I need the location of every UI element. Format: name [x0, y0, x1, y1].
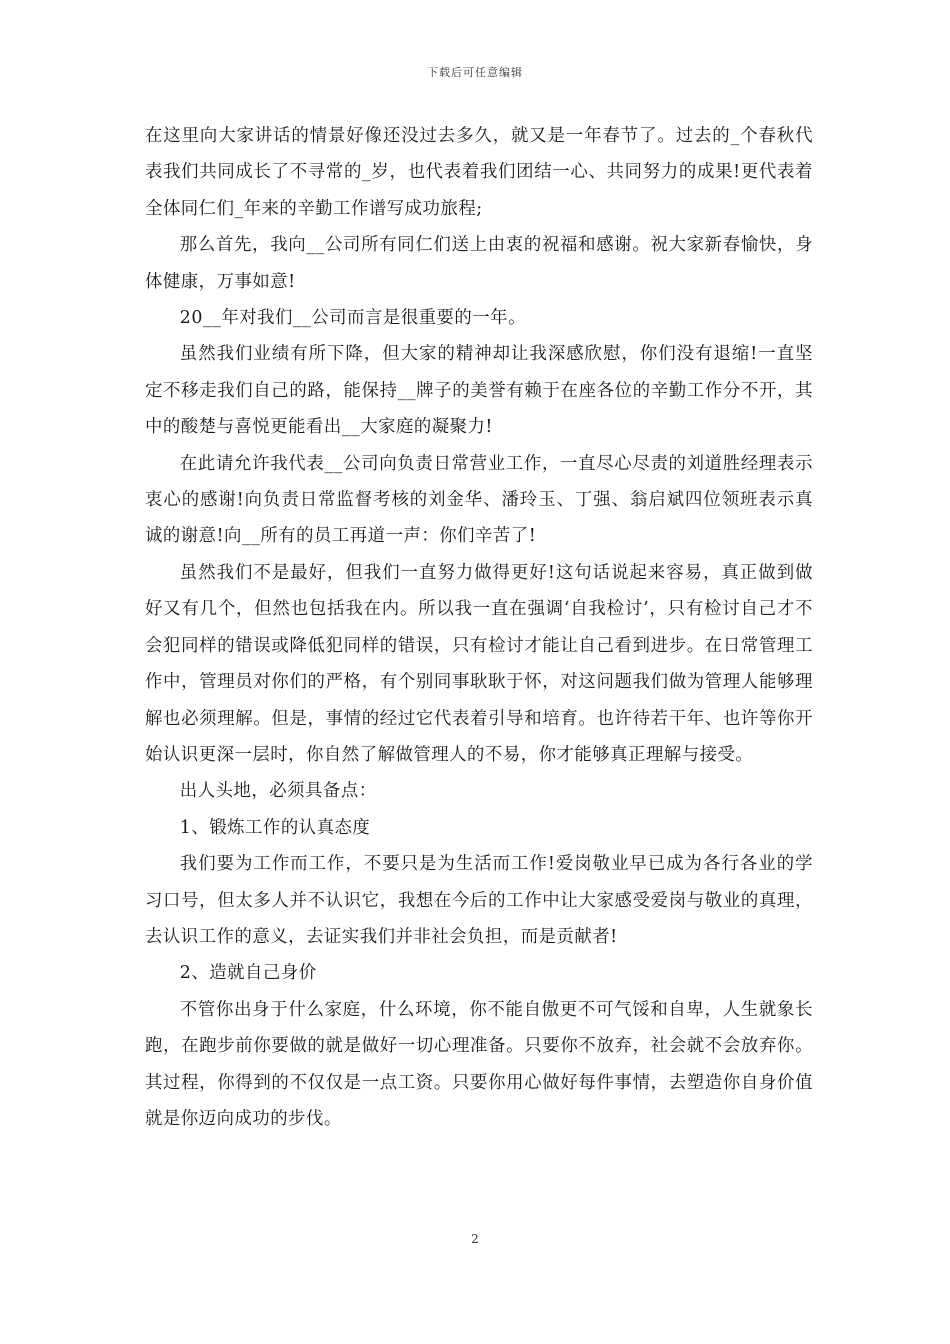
paragraph: 在此请允许我代表__公司向负责日常营业工作，一直尽心尽责的刘道胜经理表示衷心的感谢!向负责日常监督考核的刘金华、潘玲玉、丁强、翁启斌四位领班表示真诚的谢意!向__所有的员工再道一声：你们辛苦了!	[145, 453, 813, 547]
paragraph: 那么首先，我向__公司所有同仁们送上由衷的祝福和感谢。祝大家新春愉快，身体健康，万事如意!	[145, 235, 813, 292]
paragraph: 虽然我们业绩有所下降，但大家的精神却让我深感欣慰，你们没有退缩!一直坚定不移走我们自己的路，能保持__牌子的美誉有赖于在座各位的辛勤工作分不开，其中的酸楚与喜悦更能看出__大家庭的凝聚力!	[145, 344, 813, 438]
page-number: 2	[471, 1232, 479, 1246]
section-heading: 2、造就自己身价	[179, 963, 317, 984]
paragraph: 不管你出身于什么家庭，什么环境，你不能自傲更不可气馁和自卑，人生就象长跑，在跑步前你要做的就是做好一切心理准备。只要你不放弃，社会就不会放弃你。其过程，你得到的不仅仅是一点工资。只要你用心做好每件事情，去塑造你自身价值就是你迈向成功的步伐。	[145, 999, 813, 1129]
page-header: 下载后可任意编辑	[427, 66, 523, 79]
paragraph: 虽然我们不是最好，但我们一直努力做得更好!这句话说起来容易，真正做到做好又有几个，但然也包括我在内。所以我一直在强调‘自我检讨’，只有检讨自己才不会犯同样的错误或降低犯同样的错误，只有检讨才能让自己看到进步。在日常管理工作中，管理员对你们的严格，有个别同事耿耿于怀，对这问题我们做为管理人能够理解也必须理解。但是，事情的经过它代表着引导和培育。也许待若干年、也许等你开始认识更深一层时，你自然了解做管理人的不易，你才能够真正理解与接受。	[145, 562, 813, 765]
paragraph: 20__年对我们__公司而言是很重要的一年。	[179, 308, 526, 329]
paragraph: 在这里向大家讲话的情景好像还没过去多久，就又是一年春节了。过去的_个春秋代表我们共同成长了不寻常的_岁，也代表着我们团结一心、共同努力的成果!更代表着全体同仁们_年来的辛勤工作谱写成功旅程;	[145, 126, 813, 219]
document-body	[145, 118, 813, 1137]
paragraph: 我们要为工作而工作，不要只是为生活而工作!爱岗敬业早已成为各行各业的学习口号，但太多人并不认识它，我想在今后的工作中让大家感受爱岗与敬业的真理，去认识工作的意义，去证实我们并非社会负担，而是贡献者!	[145, 854, 813, 947]
paragraph: 出人头地，必须具备点：	[179, 781, 377, 802]
section-heading: 1、锻炼工作的认真态度	[179, 817, 371, 838]
